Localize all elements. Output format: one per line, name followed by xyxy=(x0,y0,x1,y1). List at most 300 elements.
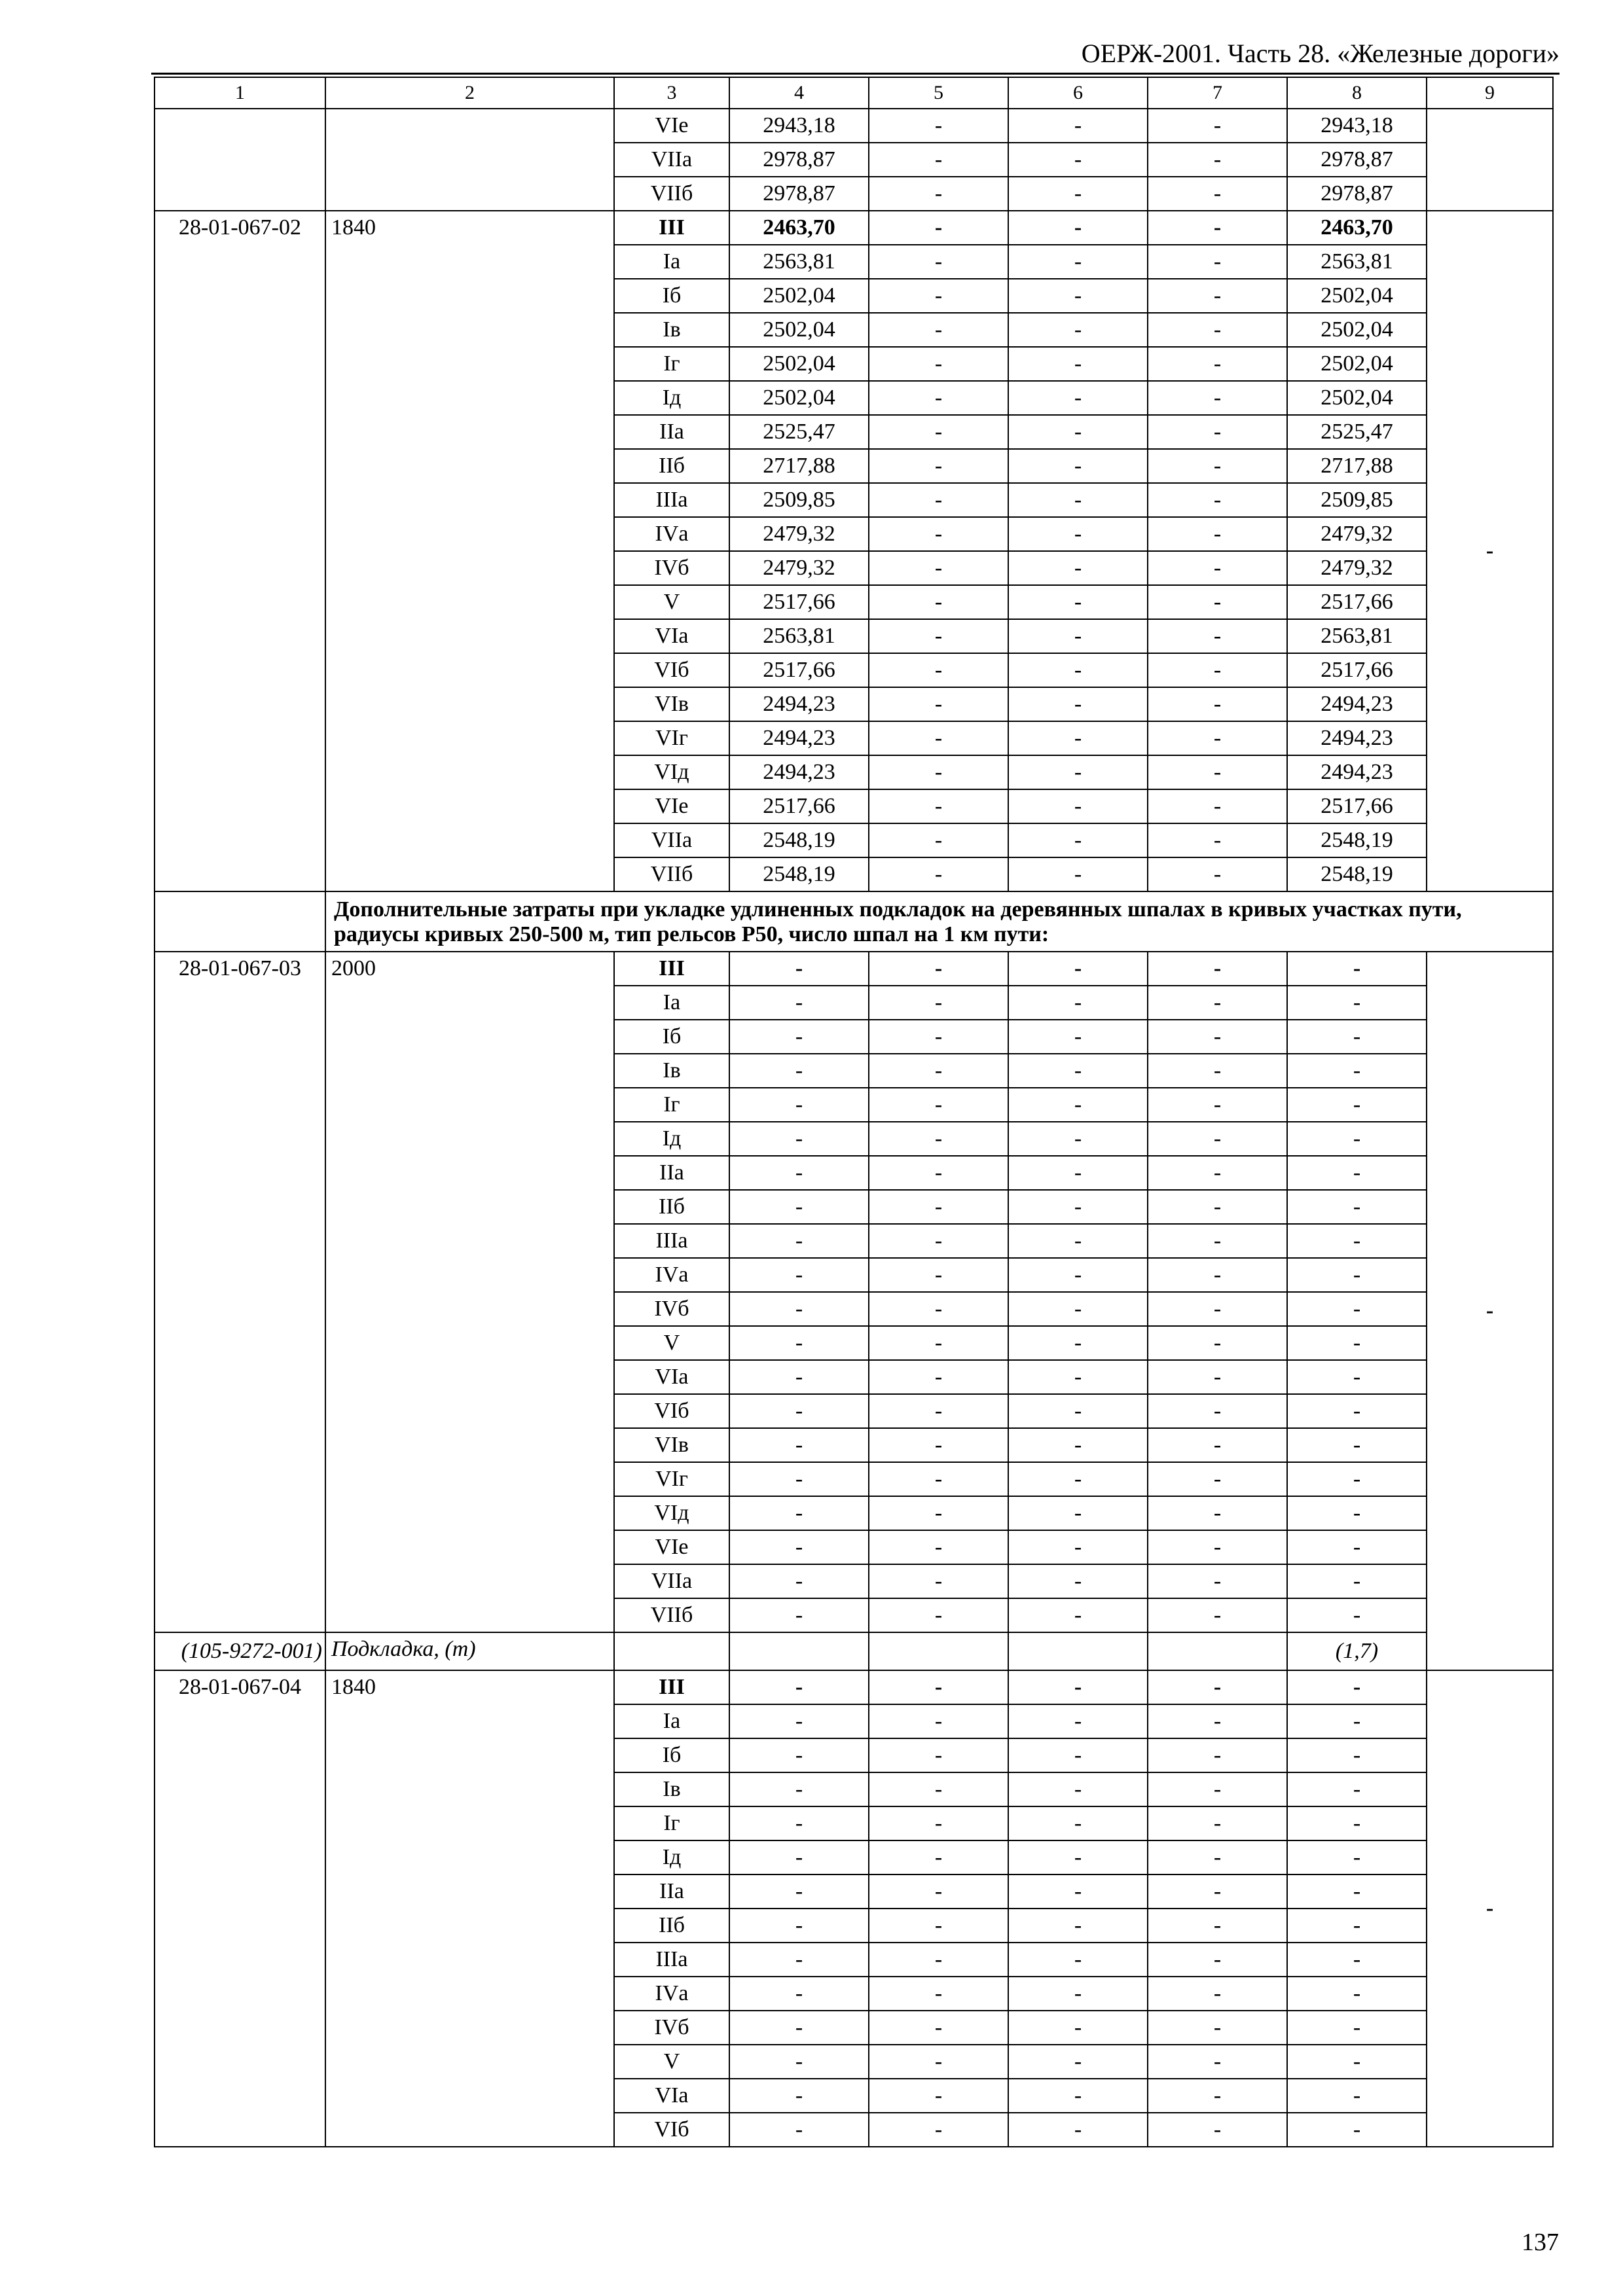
quantity-cell xyxy=(325,109,614,211)
table-cell: - xyxy=(729,1909,869,1943)
table-cell: VIб xyxy=(614,653,729,687)
table-cell: - xyxy=(729,1394,869,1428)
table-cell: - xyxy=(1008,1598,1148,1632)
table-cell: 2517,66 xyxy=(729,789,869,823)
table-cell: - xyxy=(729,986,869,1020)
table-cell: - xyxy=(1008,1054,1148,1088)
column-number: 7 xyxy=(1148,77,1287,109)
table-cell: - xyxy=(1287,1088,1427,1122)
table-cell: - xyxy=(729,1840,869,1874)
table-cell: - xyxy=(1148,687,1287,721)
table-cell: - xyxy=(1148,1874,1287,1909)
table-cell: - xyxy=(1287,1909,1427,1943)
table-cell: - xyxy=(1008,1874,1148,1909)
table-cell: - xyxy=(869,551,1008,585)
table-cell: - xyxy=(1008,1224,1148,1258)
table-cell: - xyxy=(1008,585,1148,619)
table-cell: 2978,87 xyxy=(1287,143,1427,177)
quantity-cell xyxy=(325,952,614,1632)
table-cell: - xyxy=(1008,1122,1148,1156)
table-cell: - xyxy=(729,1258,869,1292)
table-cell: - xyxy=(869,1704,1008,1738)
table-cell: - xyxy=(729,1326,869,1360)
table-cell: - xyxy=(869,143,1008,177)
table-cell xyxy=(869,1632,1008,1670)
resource-row xyxy=(155,1632,1553,1670)
table-cell: 2978,87 xyxy=(729,177,869,211)
table-cell: - xyxy=(869,1909,1008,1943)
table-cell: - xyxy=(869,415,1008,449)
table-cell: - xyxy=(1008,1909,1148,1943)
table-cell: 2943,18 xyxy=(729,109,869,143)
table-cell: 2502,04 xyxy=(729,313,869,347)
table-cell: 2943,18 xyxy=(1287,109,1427,143)
table-cell: - xyxy=(729,1462,869,1496)
table-cell: V xyxy=(614,2045,729,2079)
table-cell: - xyxy=(869,1806,1008,1840)
table-cell: - xyxy=(1148,279,1287,313)
table-row xyxy=(155,211,1553,245)
table-cell: - xyxy=(1148,619,1287,653)
table-cell: VIIа xyxy=(614,1564,729,1598)
table-cell: - xyxy=(869,789,1008,823)
table-row xyxy=(155,109,1553,143)
table-cell: - xyxy=(1008,687,1148,721)
table-cell: - xyxy=(1008,177,1148,211)
table-cell: - xyxy=(1148,1738,1287,1772)
table-cell: - xyxy=(1287,986,1427,1020)
table-cell: Iб xyxy=(614,279,729,313)
table-cell: - xyxy=(729,1156,869,1190)
table-cell: - xyxy=(869,1462,1008,1496)
table-cell: 2563,81 xyxy=(729,245,869,279)
table-cell: - xyxy=(869,1496,1008,1530)
table-cell: - xyxy=(869,1326,1008,1360)
column-number: 9 xyxy=(1427,77,1553,109)
quantity-value: 1840 xyxy=(331,1675,376,1699)
table-cell: - xyxy=(869,1122,1008,1156)
table-cell: - xyxy=(869,1943,1008,1977)
table-cell: - xyxy=(1287,2079,1427,2113)
table-cell: Iб xyxy=(614,1020,729,1054)
table-cell: - xyxy=(1148,721,1287,755)
table-cell: 2978,87 xyxy=(1287,177,1427,211)
table-cell: - xyxy=(1427,211,1553,891)
table-cell: - xyxy=(729,1874,869,1909)
rates-table xyxy=(154,77,1554,2147)
table-cell: - xyxy=(869,483,1008,517)
table-cell: - xyxy=(869,986,1008,1020)
table-cell: - xyxy=(1008,755,1148,789)
table-cell: IVб xyxy=(614,551,729,585)
table-cell: - xyxy=(1008,1738,1148,1772)
table-row xyxy=(155,952,1553,986)
table-cell: VIIб xyxy=(614,1598,729,1632)
table-cell: - xyxy=(869,347,1008,381)
table-cell: - xyxy=(869,823,1008,857)
table-cell: - xyxy=(869,109,1008,143)
rate-code: 28-01-067-04 xyxy=(179,1675,301,1699)
table-cell: - xyxy=(1148,789,1287,823)
table-cell: IIа xyxy=(614,415,729,449)
table-cell: - xyxy=(1287,1564,1427,1598)
table-cell: - xyxy=(729,1122,869,1156)
table-cell: - xyxy=(1148,952,1287,986)
table-cell: - xyxy=(1148,1462,1287,1496)
table-cell: 2502,04 xyxy=(729,279,869,313)
table-cell: - xyxy=(1287,1428,1427,1462)
table-cell: - xyxy=(1148,1224,1287,1258)
table-cell: - xyxy=(1148,2045,1287,2079)
table-cell: Iа xyxy=(614,1704,729,1738)
table-cell: - xyxy=(1008,1943,1148,1977)
table-cell: - xyxy=(729,1054,869,1088)
table-cell: VIб xyxy=(614,1394,729,1428)
table-cell: - xyxy=(1287,1292,1427,1326)
table-cell: - xyxy=(729,1496,869,1530)
table-cell: - xyxy=(1287,1806,1427,1840)
table-cell: IIа xyxy=(614,1874,729,1909)
table-cell: 2502,04 xyxy=(729,381,869,415)
table-cell: - xyxy=(1008,1190,1148,1224)
table-cell: 2494,23 xyxy=(729,755,869,789)
table-cell: - xyxy=(1148,2011,1287,2045)
table-cell: IVб xyxy=(614,1292,729,1326)
table-cell: Iг xyxy=(614,347,729,381)
table-cell: - xyxy=(1148,109,1287,143)
table-cell: - xyxy=(869,1156,1008,1190)
table-cell: - xyxy=(869,2079,1008,2113)
table-cell: - xyxy=(869,449,1008,483)
table-cell: - xyxy=(1008,415,1148,449)
table-cell: - xyxy=(1148,245,1287,279)
table-cell: - xyxy=(1148,2079,1287,2113)
table-cell: Iв xyxy=(614,1054,729,1088)
column-number: 1 xyxy=(155,77,325,109)
table-cell: IVб xyxy=(614,2011,729,2045)
table-cell: - xyxy=(1148,1598,1287,1632)
table-cell: - xyxy=(1287,1977,1427,2011)
table-cell: 2494,23 xyxy=(1287,721,1427,755)
table-cell: 2548,19 xyxy=(729,857,869,891)
table-cell: - xyxy=(1148,755,1287,789)
table-cell: III xyxy=(614,1670,729,1704)
table-cell: Iв xyxy=(614,313,729,347)
table-cell: - xyxy=(869,952,1008,986)
column-number-row xyxy=(155,77,1553,109)
table-cell: - xyxy=(1287,1054,1427,1088)
table-cell: 2509,85 xyxy=(1287,483,1427,517)
table-cell: 2717,88 xyxy=(1287,449,1427,483)
table-cell: - xyxy=(1008,1428,1148,1462)
column-number: 4 xyxy=(729,77,869,109)
table-cell: - xyxy=(869,177,1008,211)
table-cell: VIг xyxy=(614,721,729,755)
table-cell: - xyxy=(869,1564,1008,1598)
table-cell: - xyxy=(1148,1530,1287,1564)
table-cell: - xyxy=(869,585,1008,619)
table-cell: - xyxy=(869,1428,1008,1462)
table-cell: Iг xyxy=(614,1806,729,1840)
table-cell: - xyxy=(1008,1360,1148,1394)
table-cell: - xyxy=(1148,517,1287,551)
table-cell: - xyxy=(729,2045,869,2079)
table-cell: - xyxy=(1148,653,1287,687)
table-cell: - xyxy=(1148,1496,1287,1530)
table-cell: - xyxy=(1008,1156,1148,1190)
table-cell: - xyxy=(1148,449,1287,483)
table-cell: - xyxy=(1008,1258,1148,1292)
table-cell: - xyxy=(729,1292,869,1326)
table-cell: - xyxy=(869,1530,1008,1564)
table-cell: - xyxy=(729,1190,869,1224)
table-cell: IIб xyxy=(614,449,729,483)
table-cell: - xyxy=(1287,1394,1427,1428)
table-cell: - xyxy=(1287,1122,1427,1156)
table-cell: 2479,32 xyxy=(729,517,869,551)
table-cell: - xyxy=(1148,211,1287,245)
table-cell: - xyxy=(1148,1909,1287,1943)
table-cell: IIб xyxy=(614,1909,729,1943)
table-cell: 2517,66 xyxy=(729,653,869,687)
table-cell: VIд xyxy=(614,1496,729,1530)
rate-code: 28-01-067-03 xyxy=(179,956,301,980)
table-cell: 2563,81 xyxy=(1287,245,1427,279)
table-cell: III xyxy=(614,952,729,986)
table-cell: 2502,04 xyxy=(1287,381,1427,415)
table-cell: - xyxy=(1287,1020,1427,1054)
table-cell: - xyxy=(1148,1806,1287,1840)
table-cell: Iб xyxy=(614,1738,729,1772)
table-cell: IIIа xyxy=(614,1943,729,1977)
table-cell: - xyxy=(1008,1564,1148,1598)
table-cell: - xyxy=(729,1530,869,1564)
table-cell: - xyxy=(1427,1670,1553,2147)
table-cell: 2517,66 xyxy=(729,585,869,619)
table-cell: - xyxy=(1008,1020,1148,1054)
table-cell: - xyxy=(1008,313,1148,347)
table-cell: - xyxy=(1008,857,1148,891)
table-cell: - xyxy=(1148,143,1287,177)
table-cell: 2502,04 xyxy=(729,347,869,381)
table-cell: - xyxy=(869,1020,1008,1054)
table-cell: - xyxy=(1148,585,1287,619)
table-cell: - xyxy=(1148,1704,1287,1738)
table-row xyxy=(155,1670,1553,1704)
table-cell: Iд xyxy=(614,1122,729,1156)
table-cell: - xyxy=(1008,952,1148,986)
header-rule xyxy=(151,73,1559,75)
table-cell: - xyxy=(1287,1360,1427,1394)
table-cell: - xyxy=(869,2011,1008,2045)
table-cell: - xyxy=(869,687,1008,721)
table-cell: VIIа xyxy=(614,823,729,857)
table-cell: IIа xyxy=(614,1156,729,1190)
table-cell: - xyxy=(1148,1156,1287,1190)
table-cell: - xyxy=(1287,1156,1427,1190)
table-cell: - xyxy=(1008,721,1148,755)
column-number: 2 xyxy=(325,77,614,109)
table-cell: - xyxy=(1148,1360,1287,1394)
table-cell: - xyxy=(1148,823,1287,857)
table-cell: - xyxy=(1287,1224,1427,1258)
table-cell: - xyxy=(1148,1943,1287,1977)
table-cell: - xyxy=(1008,1806,1148,1840)
table-cell: - xyxy=(1148,313,1287,347)
table-cell: 2502,04 xyxy=(1287,347,1427,381)
table-cell: VIе xyxy=(614,1530,729,1564)
table-cell: - xyxy=(1148,551,1287,585)
table-cell: Iа xyxy=(614,245,729,279)
table-cell: VIд xyxy=(614,755,729,789)
table-cell: - xyxy=(1148,1088,1287,1122)
table-cell: - xyxy=(1008,2011,1148,2045)
table-cell: - xyxy=(1008,1496,1148,1530)
table-cell: 2494,23 xyxy=(729,721,869,755)
table-cell: - xyxy=(869,245,1008,279)
table-cell: - xyxy=(1148,1564,1287,1598)
table-cell: Iг xyxy=(614,1088,729,1122)
table-cell: 2463,70 xyxy=(729,211,869,245)
table-cell: - xyxy=(869,381,1008,415)
table-cell: - xyxy=(1008,517,1148,551)
table-cell: - xyxy=(729,1224,869,1258)
table-cell xyxy=(155,891,325,952)
quantity-value: 2000 xyxy=(331,956,376,980)
table-cell: - xyxy=(1008,1704,1148,1738)
table-cell: - xyxy=(1008,1462,1148,1496)
table-cell: - xyxy=(1008,1394,1148,1428)
table-cell: - xyxy=(1008,211,1148,245)
table-cell: - xyxy=(1008,1840,1148,1874)
table-cell: - xyxy=(1287,1190,1427,1224)
table-cell: - xyxy=(729,1360,869,1394)
table-cell: - xyxy=(1148,415,1287,449)
table-cell: - xyxy=(1008,143,1148,177)
section-heading: Дополнительные затраты при укладке удлиненных подкладок на деревянных шпалах в кривых участках пути, радиусы кривых 250-500 м, тип рельсов Р50, число шпал на 1 км пути: xyxy=(325,891,1553,952)
table-cell: V xyxy=(614,585,729,619)
table-cell: - xyxy=(1008,279,1148,313)
table-cell: - xyxy=(1287,1704,1427,1738)
table-cell: - xyxy=(1148,381,1287,415)
table-cell: - xyxy=(1148,1020,1287,1054)
table-cell: - xyxy=(1008,619,1148,653)
table-cell: - xyxy=(1287,1840,1427,1874)
table-cell: - xyxy=(1148,1292,1287,1326)
table-cell: - xyxy=(1008,1292,1148,1326)
table-cell: - xyxy=(1008,381,1148,415)
table-cell: - xyxy=(1287,952,1427,986)
table-cell: IIIа xyxy=(614,483,729,517)
quantity-cell xyxy=(325,1670,614,2147)
table-cell: - xyxy=(1287,1496,1427,1530)
table-cell: - xyxy=(1008,245,1148,279)
table-cell: - xyxy=(869,1394,1008,1428)
table-cell: - xyxy=(1008,449,1148,483)
table-cell: - xyxy=(1287,1258,1427,1292)
table-cell: - xyxy=(1008,1772,1148,1806)
table-cell: - xyxy=(1008,1088,1148,1122)
table-cell: - xyxy=(1287,1738,1427,1772)
table-cell: - xyxy=(1148,1394,1287,1428)
table-cell: 2494,23 xyxy=(1287,687,1427,721)
table-cell: - xyxy=(729,2079,869,2113)
table-cell: 2563,81 xyxy=(1287,619,1427,653)
table-cell: - xyxy=(1287,1462,1427,1496)
table-cell: VIв xyxy=(614,687,729,721)
table-cell: - xyxy=(1287,2045,1427,2079)
table-cell: - xyxy=(729,952,869,986)
table-cell: 2978,87 xyxy=(729,143,869,177)
quantity-value: 1840 xyxy=(331,215,376,240)
table-cell: - xyxy=(869,313,1008,347)
table-cell: - xyxy=(1287,1670,1427,1704)
table-cell: - xyxy=(869,619,1008,653)
table-cell: 2494,23 xyxy=(1287,755,1427,789)
table-cell: - xyxy=(869,517,1008,551)
table-cell: - xyxy=(1008,2113,1148,2147)
table-cell: 2517,66 xyxy=(1287,789,1427,823)
table-cell: - xyxy=(1148,1977,1287,2011)
table-cell: - xyxy=(869,1977,1008,2011)
table-cell: VIб xyxy=(614,2113,729,2147)
table-cell: - xyxy=(1287,1943,1427,1977)
table-cell: - xyxy=(1008,653,1148,687)
table-cell: VIв xyxy=(614,1428,729,1462)
table-cell xyxy=(1427,109,1553,211)
table-cell: - xyxy=(729,2011,869,2045)
table-cell: - xyxy=(869,857,1008,891)
table-cell: IIIа xyxy=(614,1224,729,1258)
table-cell: - xyxy=(1008,2045,1148,2079)
table-cell: - xyxy=(1287,1874,1427,1909)
table-cell: - xyxy=(729,1670,869,1704)
table-cell: - xyxy=(1008,551,1148,585)
table-cell: - xyxy=(729,1977,869,2011)
table-cell: - xyxy=(869,1190,1008,1224)
table-cell: - xyxy=(1148,1122,1287,1156)
table-cell: - xyxy=(869,1840,1008,1874)
table-cell: - xyxy=(869,1088,1008,1122)
table-cell: 2494,23 xyxy=(729,687,869,721)
table-cell: 2479,32 xyxy=(1287,517,1427,551)
table-cell: - xyxy=(1148,1190,1287,1224)
table-cell: 2463,70 xyxy=(1287,211,1427,245)
page-header: ОЕРЖ-2001. Часть 28. «Железные дороги» xyxy=(1081,39,1559,68)
table-cell: - xyxy=(1008,823,1148,857)
table-cell: 2548,19 xyxy=(1287,857,1427,891)
table-cell: - xyxy=(869,1224,1008,1258)
table-cell: VIг xyxy=(614,1462,729,1496)
table-cell: - xyxy=(1287,1598,1427,1632)
code-cell xyxy=(155,1670,325,2147)
table-cell: - xyxy=(869,755,1008,789)
table-cell: 2525,47 xyxy=(729,415,869,449)
table-cell: - xyxy=(729,1428,869,1462)
table-cell: - xyxy=(1148,1258,1287,1292)
table-cell: - xyxy=(1148,1428,1287,1462)
table-cell: VIе xyxy=(614,789,729,823)
table-cell: IIб xyxy=(614,1190,729,1224)
table-cell: IVа xyxy=(614,517,729,551)
table-cell: - xyxy=(1287,2011,1427,2045)
table-cell: - xyxy=(869,279,1008,313)
code-cell xyxy=(155,952,325,1632)
table-cell: - xyxy=(869,1772,1008,1806)
table-cell: - xyxy=(1148,1054,1287,1088)
column-number: 6 xyxy=(1008,77,1148,109)
table-cell: - xyxy=(1287,1772,1427,1806)
